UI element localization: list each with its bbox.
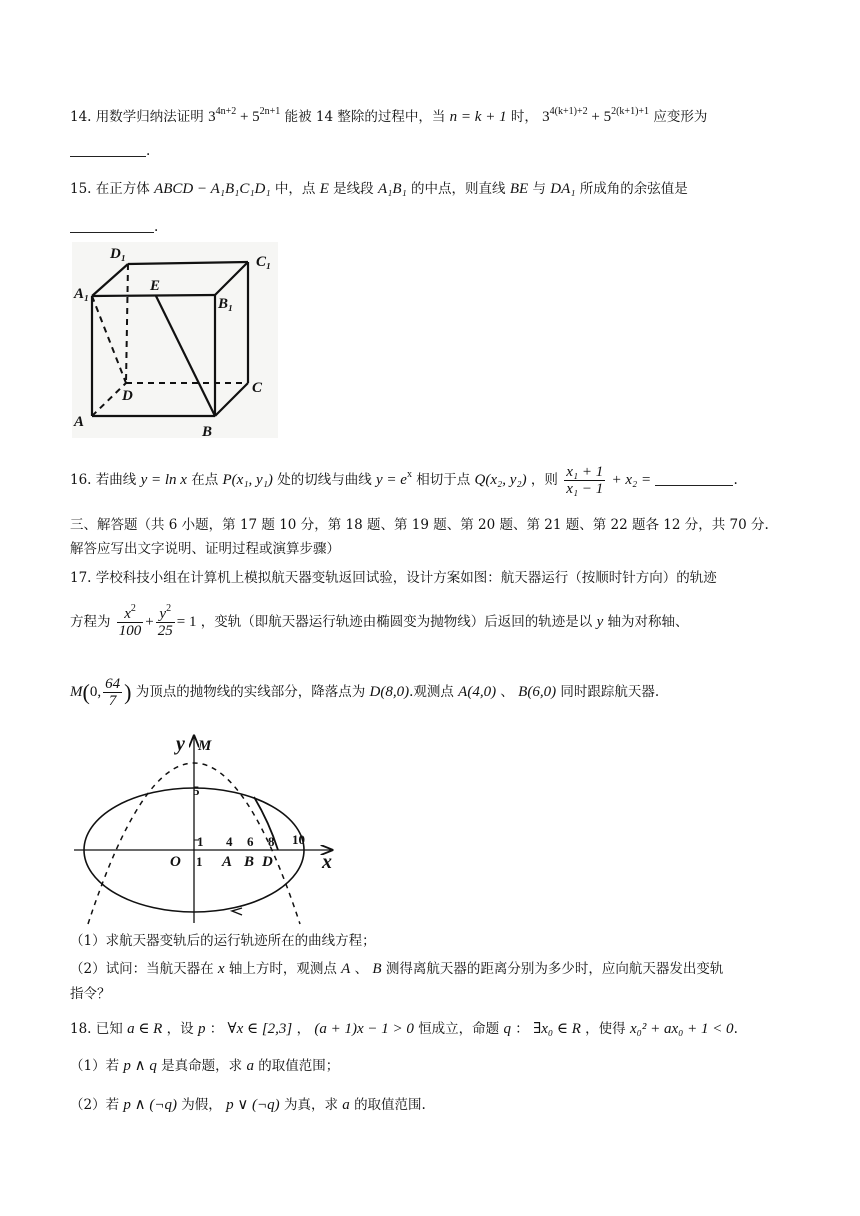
q17-sub2: （2）试问：当航天器在 x 轴上方时，观测点 A 、 B 测得离航天器的距离分别为多少时，应向航天器发出变轨 xyxy=(70,961,724,977)
label-1-y: 1 xyxy=(197,834,204,849)
q17-line1: 17. 学校科技小组在计算机上模拟航天器变轨返回试验，设计方案如图：航天器运行（按顺时针方向）的轨迹 xyxy=(70,570,717,586)
q14-expression: $3^{4n+2} + 5^{2n+1}$ xyxy=(208,106,281,125)
answer-blank xyxy=(655,471,733,486)
vertex-M: M xyxy=(70,684,83,700)
q14-line: 14. 用数学归纳法证明 $3^{4n+2} + 5^{2n+1}$ 能被 14 整除的过程中，当 n = k + 1 时， $3^{4(k+1)+2} + 5^{2(k+1)+1}$ 应变形为 xyxy=(70,106,708,125)
q17-line3: M(0, $\frac{64}{7}$ ) 为顶点的抛物线的实线部分，降落点为 D(8,0).观测点 A(4,0) 、 B(6,0) 同时跟踪航天器. xyxy=(70,676,660,709)
label-D1: D₁ xyxy=(110,246,127,262)
section3-line2: 解答应写出文字说明、证明过程或演算步骤） xyxy=(70,541,340,557)
label-6: 6 xyxy=(247,834,254,849)
q17-line2: 方程为 $\frac{x^2}{100}$ + $\frac{y^2}{25}$ = 1 ，变轨（即航天器运行轨迹由椭圆变为抛物线）后返回的轨迹是以 y 轴为对称轴、 xyxy=(70,603,689,639)
q15-answer-line: . xyxy=(70,218,158,236)
label-M: M xyxy=(198,738,212,754)
label-A1: A₁ xyxy=(74,286,90,302)
label-E: E xyxy=(150,278,161,294)
answer-blank xyxy=(70,142,146,157)
q14-answer-line: . xyxy=(70,142,150,160)
q17-frac-64-7: $\frac{64}{7}$ xyxy=(105,676,121,709)
label-1-x: 1 xyxy=(196,854,203,869)
q16-fraction: $\frac{\text{x₁ + 1}}{\text{x₁ − 1}}$ xyxy=(566,464,604,497)
label-x: x xyxy=(322,851,332,873)
direction-arrow xyxy=(232,908,242,915)
q14-expression-k: $3^{4(k+1)+2} + 5^{2(k+1)+1}$ xyxy=(542,106,650,125)
cube-figure xyxy=(70,240,280,440)
label-y: y xyxy=(176,733,185,755)
label-A: A xyxy=(74,414,85,430)
q16-line: 16. 若曲线 y = ln x 在点 P(x₁, y₁) 处的切线与曲线 $y = e^x$ 相切于点 Q(x₂, y₂) ，则 $\frac{\text{x₁ + 1}}{\text{x₁ − 1}}$ + x₂ = . xyxy=(70,464,738,497)
section3-line1: 三、解答题（共 6 小题，第 17 题 10 分，第 18 题、第 19 题、第 20 题、第 21 题、第 22 题各 12 分，共 70 分. xyxy=(70,517,769,533)
label-D: D xyxy=(122,388,133,404)
label-C: C xyxy=(252,380,263,396)
label-A-point: A xyxy=(222,854,233,870)
trajectory-figure xyxy=(70,728,350,928)
label-B1: B₁ xyxy=(218,296,234,312)
answer-blank xyxy=(70,218,154,233)
label-5: 5 xyxy=(193,783,200,798)
q18-sub1: （1）若 p ∧ q 是真命题，求 a 的取值范围； xyxy=(70,1058,340,1074)
q15-line: 15. 在正方体 ABCD − A₁B₁C₁D₁ 中，点 E 是线段 A₁B₁ 的中点，则直线 BE 与 DA₁ 所成角的余弦值是 xyxy=(70,181,688,197)
label-B-point: B xyxy=(244,854,255,870)
label-O: O xyxy=(170,854,181,870)
q18-sub2: （2）若 p ∧ (¬q) 为假， p ∨ (¬q) 为真，求 a 的取值范围. xyxy=(70,1097,426,1113)
label-10: 10 xyxy=(292,832,305,847)
label-4: 4 xyxy=(226,834,233,849)
q17-sub1: （1）求航天器变轨后的运行轨迹所在的曲线方程； xyxy=(70,933,376,949)
label-C1: C₁ xyxy=(256,254,272,270)
label-B: B xyxy=(202,424,213,440)
label-8: 8 xyxy=(268,834,275,849)
q17-sub2-cont: 指令？ xyxy=(70,986,111,1002)
edge-A1B1 xyxy=(92,295,215,296)
label-D-point: D xyxy=(262,854,273,870)
q18-line1: 18. 已知 a ∈ R ，设 p ： ∀x ∈ [2,3] ， (a + 1)x − 1 > 0 恒成立，命题 q ： ∃x₀ ∈ R ，使得 x₀² + ax₀ + 1 < 0. xyxy=(70,1021,738,1037)
q17-frac-y: $\frac{y^2}{25}$ xyxy=(157,603,173,639)
q17-frac-x: $\frac{x^2}{100}$ xyxy=(118,603,142,639)
